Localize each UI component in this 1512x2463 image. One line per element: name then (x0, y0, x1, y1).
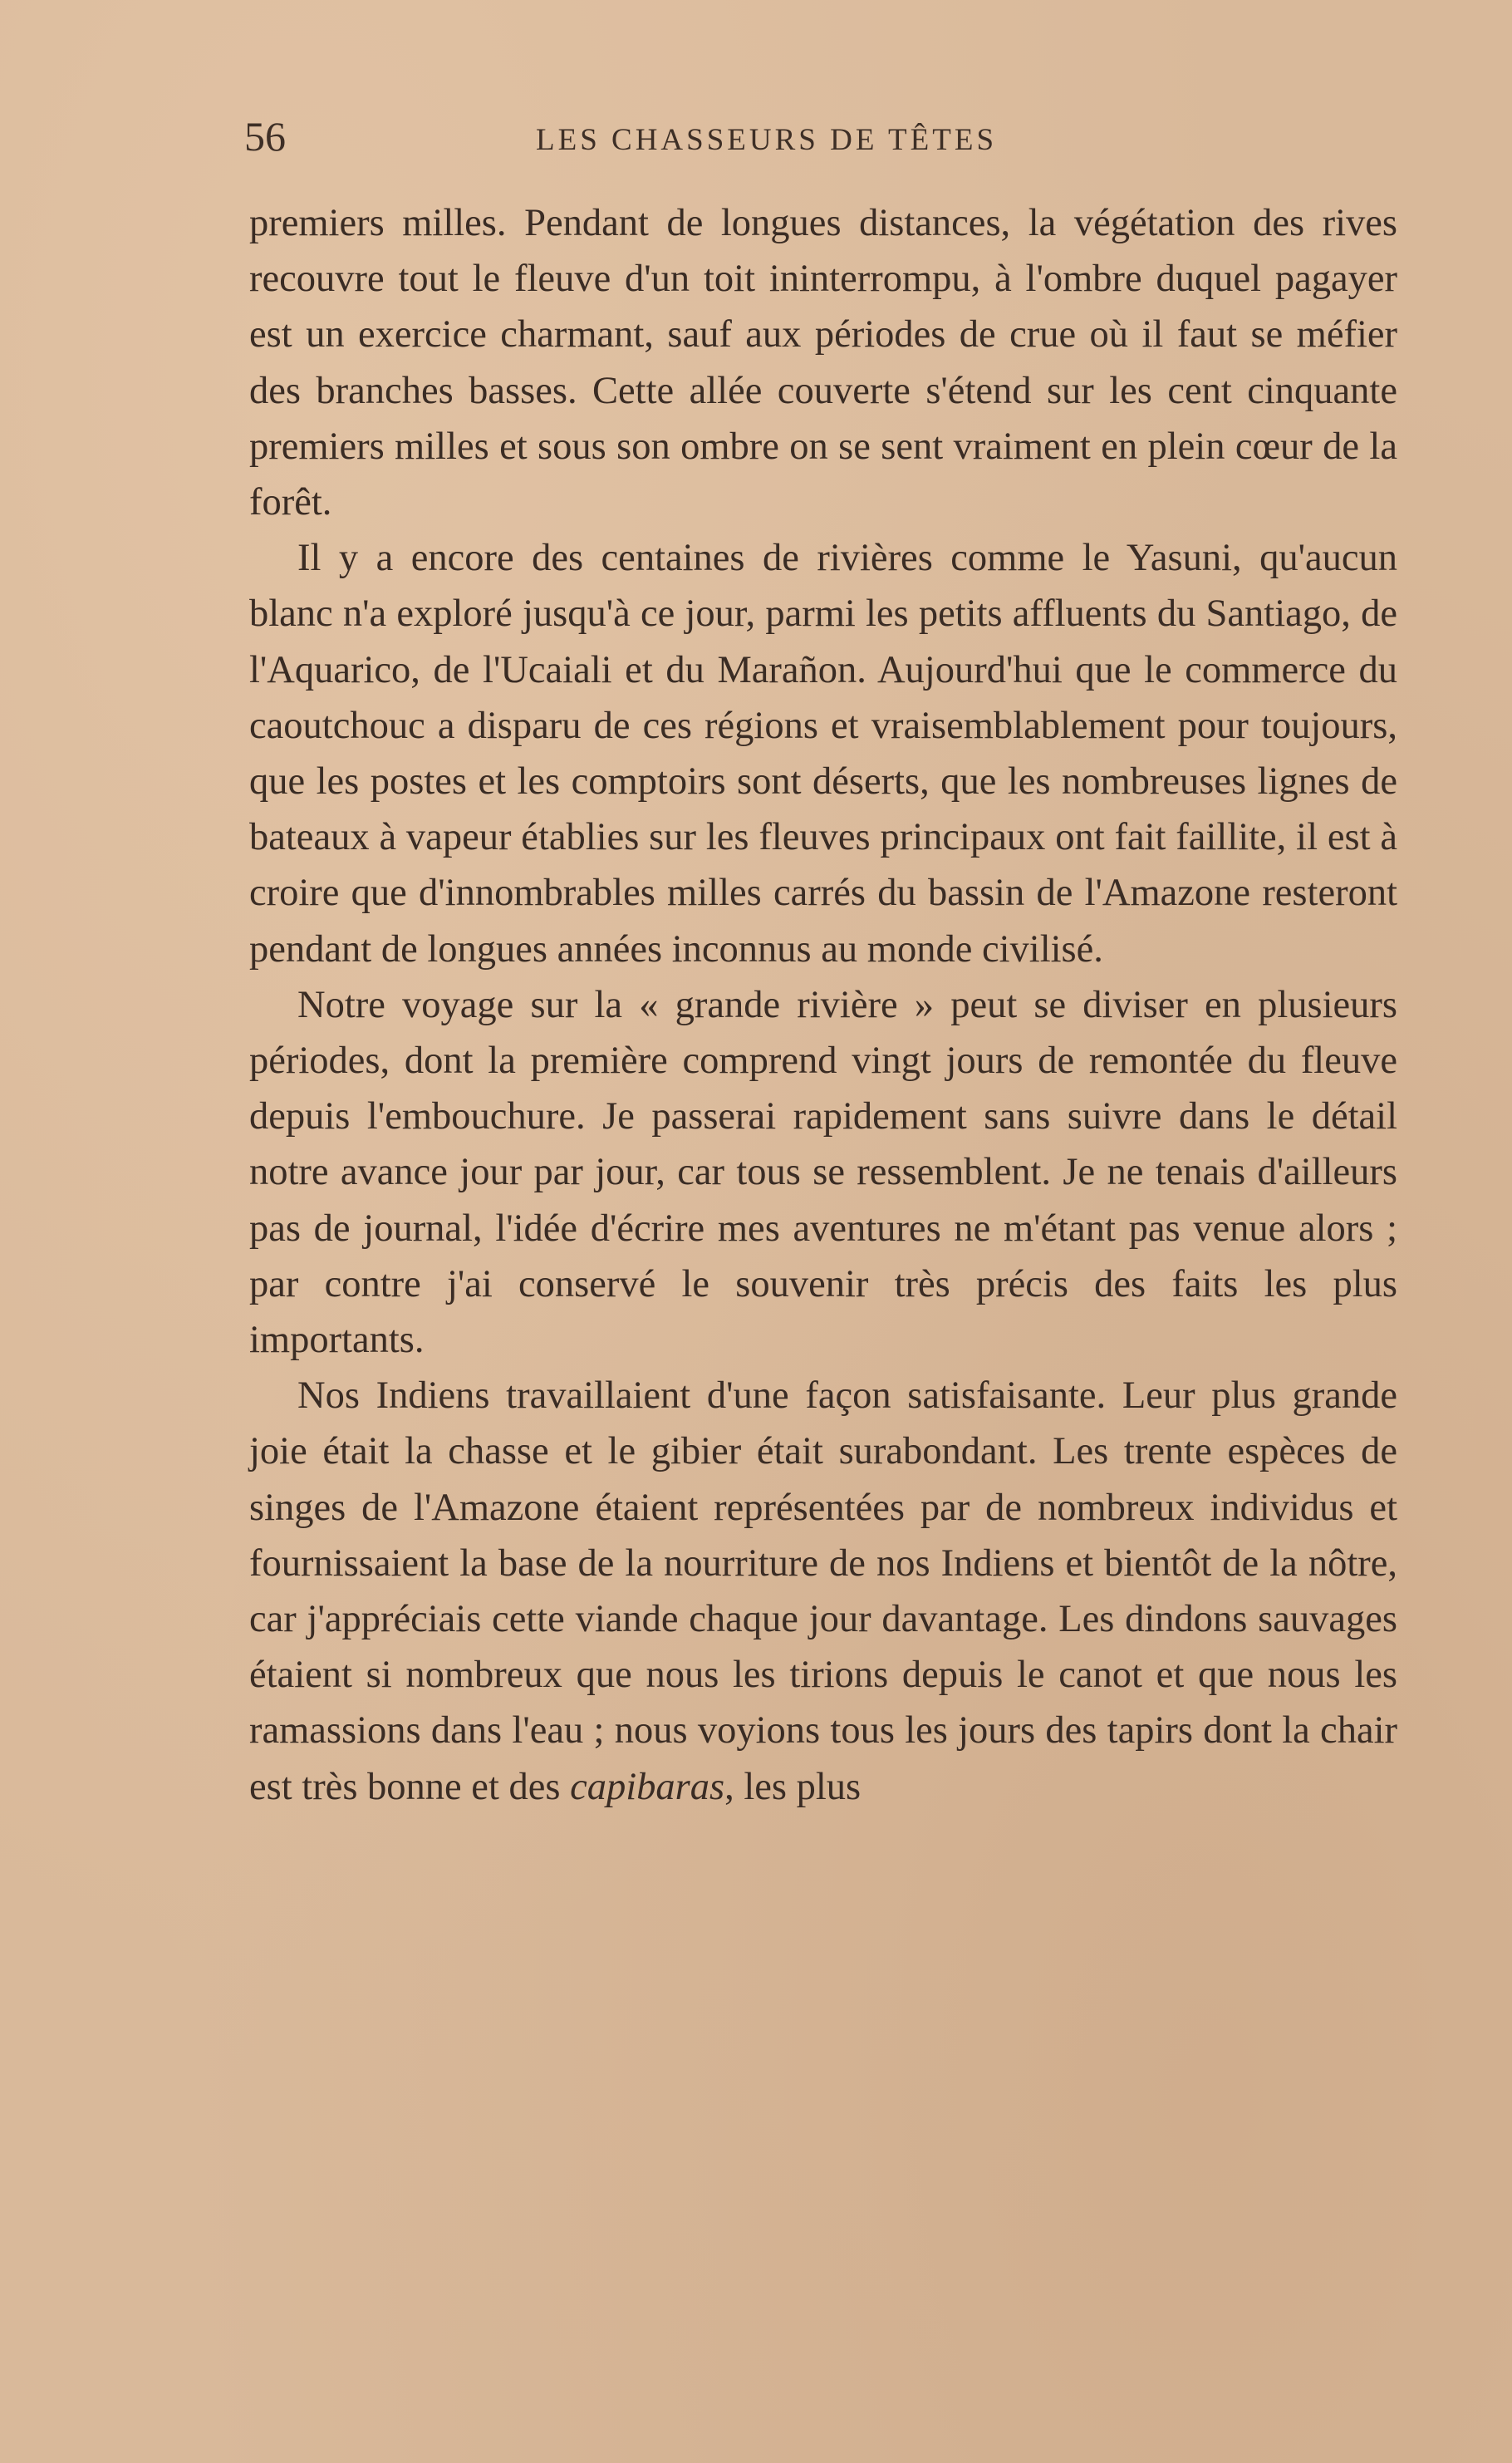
paragraph-4-text: Nos Indiens travaillaient d'une façon satisfaisante. Leur plus grande joie était la chasse et le gibier était surabondant. Les trente espèces de singes de l'Amazone étaient représentées par de nombreux individus et fournissaient la base de la nourriture de nos Indiens et bientôt de la nôtre, car j'appréciais cette viande chaque jour davantage. Les dindons sauvages étaient si nombreux que nous les tirions depuis le canot et que nous les ramassions dans l'eau ; nous voyions tous les jours des tapirs dont la chair est très bonne et des (249, 1374, 1397, 1808)
page-number: 56 (244, 113, 286, 160)
paragraph-4 (249, 1368, 1397, 1815)
running-title: LES CHASSEURS DE TÊTES (536, 123, 998, 157)
body-text (249, 195, 1397, 1815)
paragraph-4-end: , les plus (724, 1765, 862, 1808)
paragraph-1: premiers milles. Pendant de longues distances, la végétation des rives recouvre tout le fleuve d'un toit ininterrompu, à l'ombre duquel pagayer est un exercice charmant, sauf aux périodes de crue où il faut se méfier des branches basses. Cette allée couverte s'étend sur les cent cinquante premiers milles et sous son ombre on se sent vraiment en plein cœur de la forêt. (249, 202, 1397, 524)
paragraph-2: Il y a encore des centaines de rivières comme le Yasuni, qu'aucun blanc n'a exploré jusqu'à ce jour, parmi les petits affluents du Santiago, de l'Aquarico, de l'Ucaiali et du Marañon. Aujourd'hui que le commerce du caoutchouc a disparu de ces régions et vraisemblablement pour toujours, que les postes et les comptoirs sont déserts, que les nombreuses lignes de bateaux à vapeur établies sur les fleuves principaux ont fait faillite, il est à croire que d'innombrables milles carrés du bassin de l'Amazone resteront pendant de longues années inconnus au monde civilisé. (249, 537, 1397, 971)
italic-term: capibaras (570, 1765, 725, 1808)
running-head (241, 112, 1396, 162)
paragraph-3: Notre voyage sur la « grande rivière » peut se diviser en plusieurs périodes, dont la première comprend vingt jours de remontée du fleuve depuis l'embouchure. Je passerai rapidement sans suivre dans le détail notre avance jour par jour, car tous se ressemblent. Je ne tenais d'ailleurs pas de journal, l'idée d'écrire mes aventures ne m'étant pas venue alors ; par contre j'ai conservé le souvenir très précis des faits les plus importants. (249, 983, 1397, 1362)
